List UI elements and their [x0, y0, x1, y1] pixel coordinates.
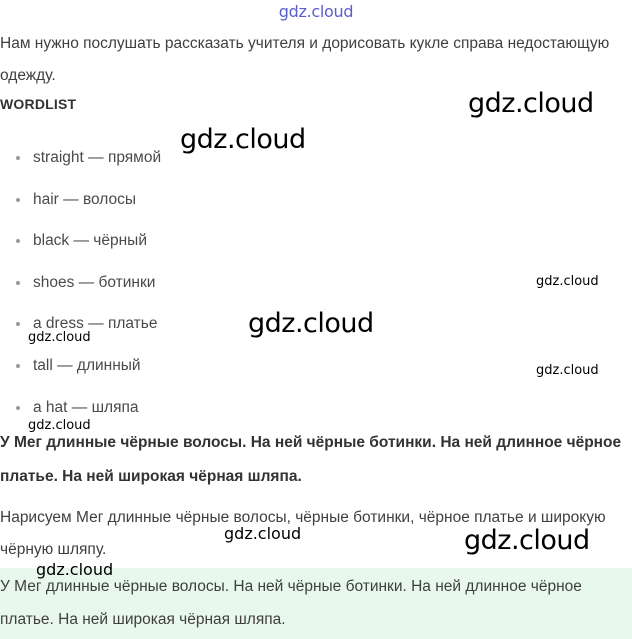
wordlist-item-text: hair — волосы	[33, 190, 137, 208]
bullet-icon	[16, 406, 20, 410]
watermark: gdz.cloud	[248, 308, 374, 339]
watermark: gdz.cloud	[28, 418, 91, 433]
wordlist-item-text: shoes — ботинки	[33, 273, 156, 291]
watermark: gdz.cloud	[180, 124, 306, 155]
wordlist-item-text: tall — длинный	[33, 356, 141, 374]
wordlist-item-text: a hat — шляпа	[33, 398, 139, 416]
watermark: gdz.cloud	[536, 274, 599, 289]
watermark: gdz.cloud	[28, 330, 91, 345]
wordlist	[0, 138, 161, 429]
site-logo[interactable]: gdz.cloud	[278, 2, 354, 21]
wordlist-heading: WORDLIST	[0, 96, 77, 112]
list-item	[0, 180, 161, 222]
wordlist-item-text: black — чёрный	[33, 232, 147, 250]
watermark: gdz.cloud	[536, 363, 599, 378]
watermark: gdz.cloud	[36, 560, 114, 579]
bullet-icon	[16, 322, 20, 326]
bullet-icon	[16, 198, 20, 202]
list-item	[0, 346, 161, 388]
task-description: Нам нужно послушать рассказать учителя и дорисовать кукле справа недостающую одежду.	[0, 35, 610, 84]
answer-bold-text: У Мег длинные чёрные волосы. На ней чёрные ботинки. На ней длинное чёрное платье. На ней широкая чёрная шляпа.	[0, 434, 622, 485]
watermark: gdz.cloud	[464, 525, 590, 556]
wordlist-item-text: straight — прямой	[33, 149, 162, 166]
wordlist-item-text: a dress — платье	[33, 315, 158, 333]
bullet-icon	[16, 281, 20, 285]
answer-highlighted-text: У Мег длинные чёрные волосы. На ней чёрные ботинки. На ней длинное чёрное платье. На ней широкая чёрная шляпа.	[0, 578, 582, 628]
list-item	[0, 221, 161, 263]
bullet-icon	[16, 239, 20, 243]
bullet-icon	[16, 364, 20, 368]
list-item	[0, 263, 161, 305]
bullet-icon	[16, 156, 20, 160]
watermark: gdz.cloud	[224, 524, 302, 543]
explanation-text: Нарисуем Мег длинные чёрные волосы, чёрные ботинки, чёрное платье и широкую чёрную шляпу.	[0, 509, 606, 558]
list-item	[0, 138, 161, 180]
watermark: gdz.cloud	[468, 88, 594, 119]
